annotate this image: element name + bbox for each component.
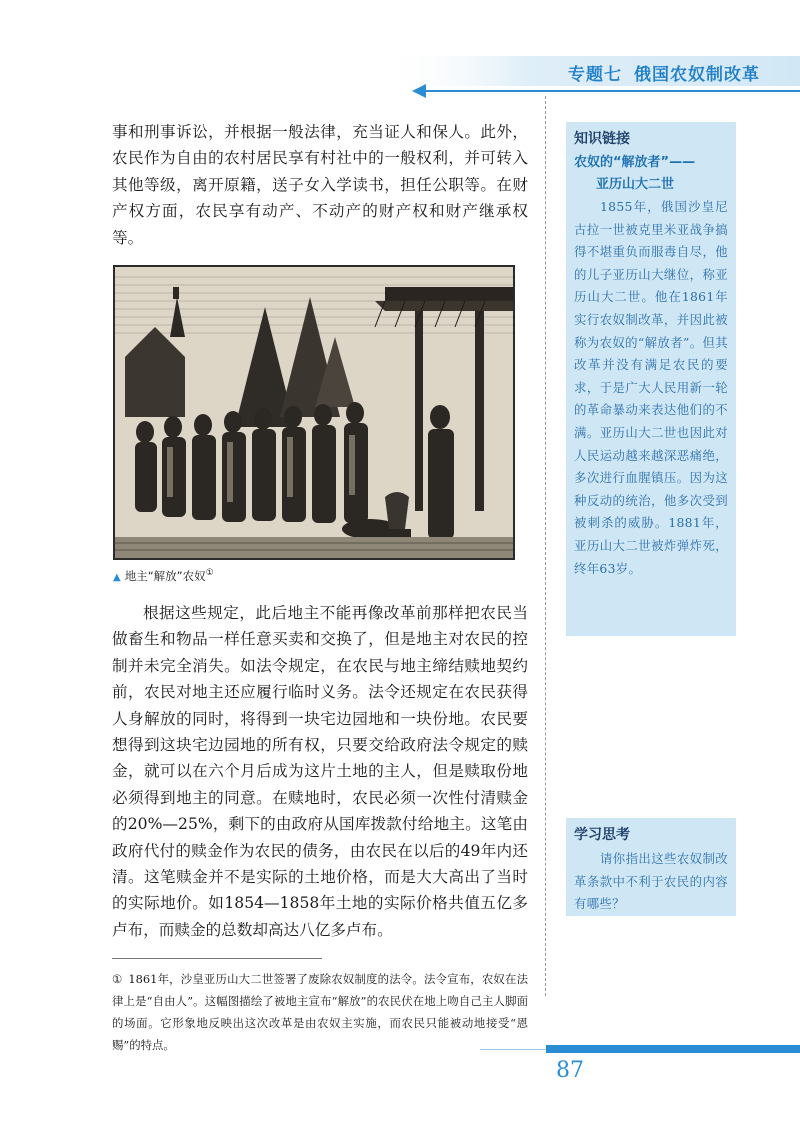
sidebar-knowledge-subtitle-2: 亚历山大二世: [596, 177, 675, 192]
header-chapter: 专题七: [568, 65, 622, 85]
main-paragraph-2: 根据这些规定，此后地主不能再像改革前那样把农民当做畜生和物品一样任意买卖和交换了，但是地主对农民的控制并未完全消失。如法令规定，在农民与地主缔结赎地契约前，农民对地主还应履行临时义务。法令还规定在农民获得人身解放的同时，将得到一块宅边园地和一块份地。农民要想得到这块宅边园地的所有权，只要交给政府法令规定的赎金，就可以在六个月后成为这片土地的主人，但是赎取份地必须得到地主的同意。在赎地时，农民必须一次性付清赎金的20%—25%，剩下的由政府从国库拨款付给地主。这笔由政府代付的赎金作为农民的债务，由农民在以后的49年内还清。这笔赎金并不是实际的土地价格，而是大大高出了当时的实际地价。如1854—1858年土地的实际价格共值五亿多卢布，而赎金的总数却高达八亿多卢布。: [112, 604, 528, 939]
header-title: 俄国农奴制改革: [634, 65, 760, 85]
figure-caption: [113, 568, 214, 584]
header-rule: [426, 90, 800, 92]
sidebar-thinking-body: 请你指出这些农奴制改革条款中不利于农民的内容有哪些？: [574, 851, 728, 912]
caption-text: 地主“解放”农奴: [124, 569, 206, 583]
header-arrow-icon: [412, 84, 426, 98]
footnote-marker: ①: [112, 972, 123, 986]
sidebar-study-thinking: [566, 818, 736, 916]
sidebar-knowledge-body: 1855年，俄国沙皇尼古拉一世被克里米亚战争搞得不堪重负而服毒自尽，他的儿子亚历山大继位，称亚历山大二世。他在1861年实行农奴制改革，并因此被称为农奴的“解放者”。但其改革并没有满足农民的要求，于是广大人民用新一轮的革命暴动来表达他们的不满。亚历山大二世也因此对人民运动越来越深恶痛绝，多次进行血腥镇压。因为这种反动的统治，他多次受到被刺杀的威胁。1881年，亚历山大二世被炸弹炸死，终年63岁。: [574, 199, 728, 576]
engraving-illustration: [113, 265, 515, 560]
sidebar-knowledge-heading: 知识链接: [574, 131, 630, 147]
column-divider: [545, 96, 546, 996]
footnote-rule: [112, 958, 322, 959]
caption-triangle-icon: ▲: [113, 572, 121, 583]
footnote-text: 1861年，沙皇亚历山大二世签署了废除农奴制度的法令。法令宣布，农奴在法律上是“自由人”。这幅图描绘了被地主宣布“解放”的农民伏在地上吻自己主人脚面的场面。它形象地反映出这次改革是由农奴主实施，而农民只能被动地接受“恩赐”的特点。: [112, 972, 528, 1052]
sidebar-thinking-heading: 学习思考: [574, 827, 630, 843]
caption-footnote-ref: ①: [205, 568, 214, 579]
sidebar-knowledge-link: [566, 122, 736, 636]
bottom-thin-rule: [480, 1049, 546, 1050]
page-number: 87: [556, 1058, 584, 1083]
bottom-bar: [546, 1045, 800, 1053]
footnote: [112, 968, 528, 1056]
sidebar-knowledge-subtitle-1: 农奴的“解放者”——: [574, 155, 696, 170]
main-paragraph-1: 事和刑事诉讼，并根据一般法律，充当证人和保人。此外，农民作为自由的农村居民享有村社中的一般权利，并可转入其他等级，离开原籍，送子女入学读书，担任公职等。在财产权方面，农民享有动产、不动产的财产权和财产继承权等。: [112, 123, 528, 247]
running-header: [568, 60, 760, 85]
engraving-picture: [115, 267, 513, 558]
